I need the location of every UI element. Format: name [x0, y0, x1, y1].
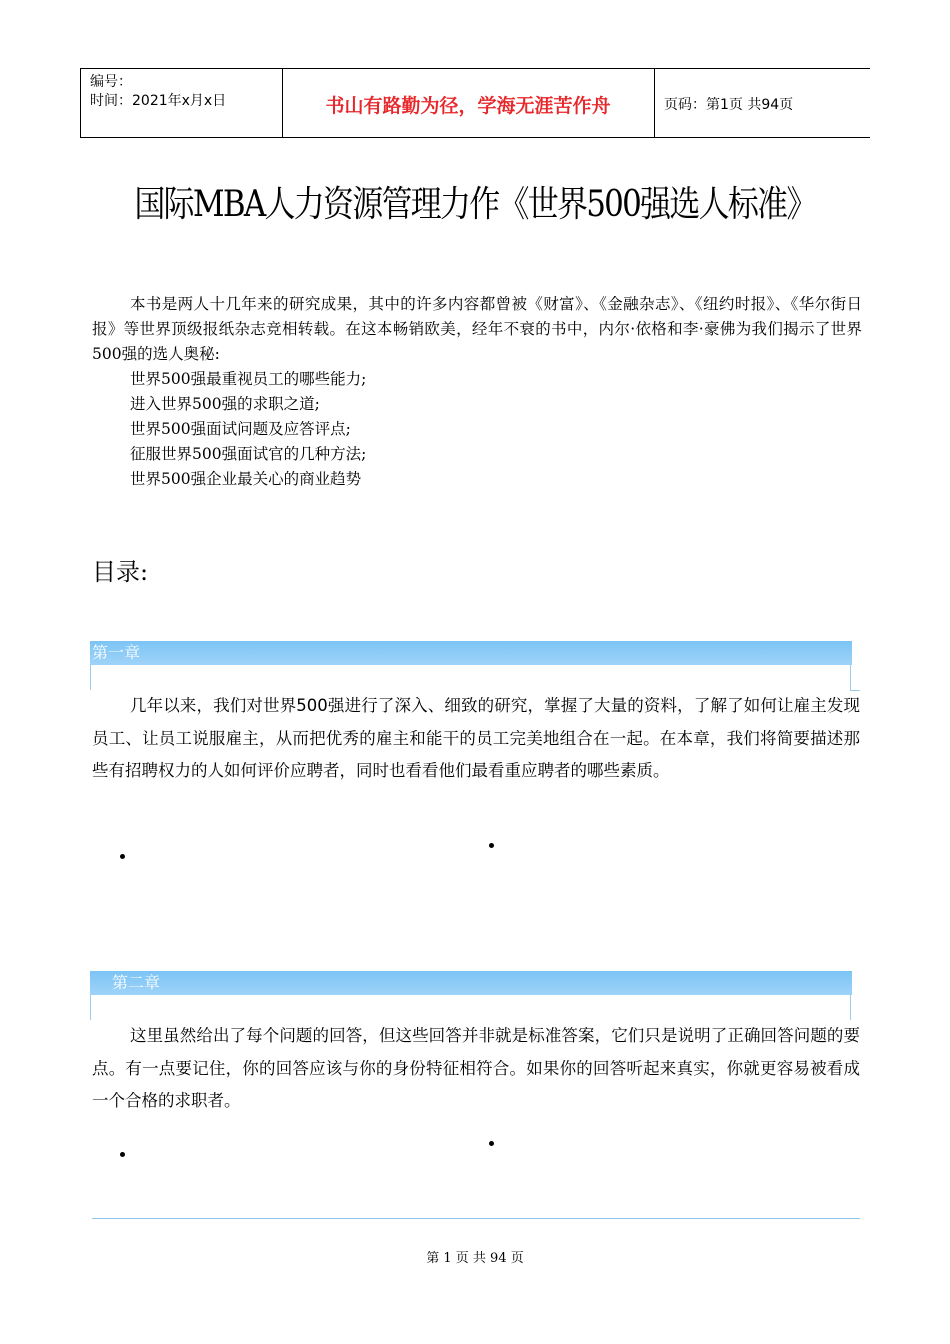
intro-item: 世界500强面试问题及应答评点;	[130, 420, 351, 438]
intro-section	[92, 292, 862, 492]
time-label: 时间：2021年x月x日	[90, 93, 227, 109]
bullet-dot	[120, 1152, 125, 1157]
bullet-dot	[489, 843, 494, 848]
page-footer: 第 1 页 共 94 页	[426, 1251, 524, 1266]
document-header	[80, 68, 870, 138]
chapter-1-heading	[90, 641, 852, 665]
footer-rule	[92, 1218, 860, 1219]
toc-label: 目录:	[92, 558, 149, 586]
chapter-frame-left	[90, 995, 91, 1020]
intro-item: 世界500强企业最关心的商业趋势	[130, 470, 362, 488]
chapter-frame-left	[90, 665, 91, 690]
bullet-dot	[120, 854, 125, 859]
number-label: 编号：	[90, 74, 132, 90]
chapter-1-title: 第一章	[92, 643, 141, 662]
chapter-2-heading	[90, 971, 852, 995]
document-title: 国际MBA人力资源管理力作《世界500强选人标准》	[134, 184, 816, 225]
chapter-1-body	[92, 690, 860, 788]
header-page-info: 页码：第1页 共94页	[664, 97, 794, 113]
chapter-2-paragraph: 这里虽然给出了每个问题的回答，但这些回答并非就是标准答案，它们只是说明了正确回答问题的要点。有一点要记住，你的回答应该与你的身份特征相符合。如果你的回答听起来真实，你就更容易被看成一个合格的求职者。	[92, 1026, 860, 1110]
intro-paragraph: 本书是两人十几年来的研究成果，其中的许多内容都曾被《财富》、《金融杂志》、《纽约时报》、《华尔街日报》等世界顶级报纸杂志竞相转载。在这本畅销欧美，经年不衰的书中，内尔·依格和李·豪佛为我们揭示了世界500强的选人奥秘:	[92, 295, 862, 363]
chapter-frame-right	[850, 665, 851, 690]
intro-item: 世界500强最重视员工的哪些能力;	[130, 370, 367, 388]
intro-item: 征服世界500强面试官的几种方法;	[130, 445, 367, 463]
chapter-2-title: 第二章	[112, 973, 161, 992]
bullet-dot	[489, 1141, 494, 1146]
intro-item: 进入世界500强的求职之道;	[130, 395, 320, 413]
header-meta	[90, 73, 226, 111]
chapter-frame-right	[850, 995, 851, 1020]
header-motto: 书山有路勤为径，学海无涯苦作舟	[325, 95, 611, 117]
chapter-2-body	[92, 1020, 860, 1118]
chapter-1-paragraph: 几年以来，我们对世界500强进行了深入、细致的研究，掌握了大量的资料，了解了如何让雇主发现员工、让员工说服雇主，从而把优秀的雇主和能干的员工完美地组合在一起。在本章，我们将简要描述那些有招聘权力的人如何评价应聘者，同时也看看他们最看重应聘者的哪些素质。	[92, 696, 860, 780]
